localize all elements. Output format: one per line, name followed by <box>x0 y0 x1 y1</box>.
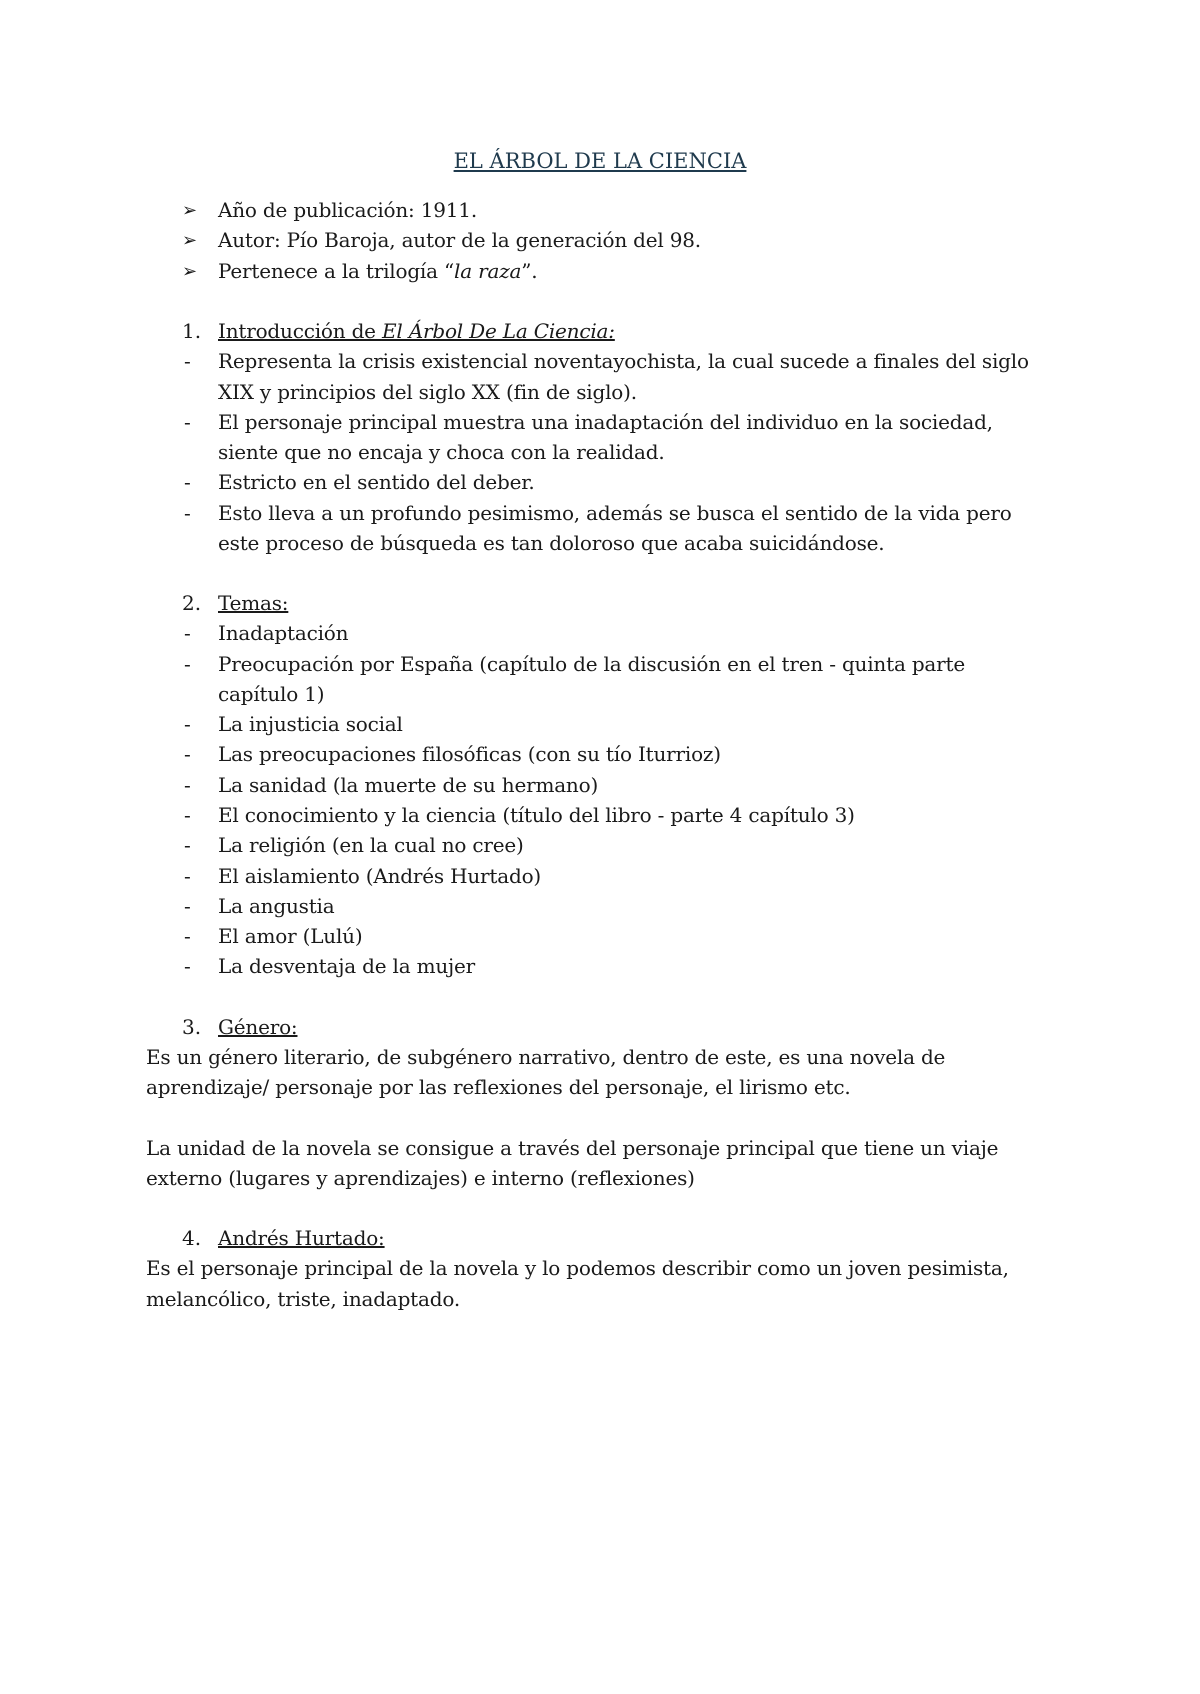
section-number: 4. <box>182 1226 202 1250</box>
dash-bullet: - <box>184 410 191 434</box>
bullet-author: Autor: Pío Baroja, autor de la generación del 98. <box>218 228 701 252</box>
list-item: este proceso de búsqueda es tan doloroso que acaba suicidándose. <box>218 531 885 555</box>
section-heading-temas: Temas: <box>218 591 289 615</box>
list-item: Inadaptación <box>218 621 349 645</box>
bullet-year: Año de publicación: 1911. <box>218 198 477 222</box>
arrow-bullet-icon: ➢ <box>182 200 198 221</box>
dash-bullet: - <box>184 742 191 766</box>
bullet-trilogy: Pertenece a la trilogía “la raza”. <box>218 259 538 283</box>
paragraph-line: aprendizaje/ personaje por las reflexiones del personaje, el lirismo etc. <box>146 1075 851 1099</box>
dash-bullet: - <box>184 894 191 918</box>
dash-bullet: - <box>184 621 191 645</box>
dash-bullet: - <box>184 924 191 948</box>
list-item: Las preocupaciones filosóficas (con su tío Iturrioz) <box>218 742 721 766</box>
dash-bullet: - <box>184 803 191 827</box>
list-item: siente que no encaja y choca con la realidad. <box>218 440 665 464</box>
list-item: La injusticia social <box>218 712 403 736</box>
paragraph-line: Es el personaje principal de la novela y lo podemos describir como un joven pesimista, <box>146 1256 1009 1280</box>
section-number: 3. <box>182 1015 202 1039</box>
arrow-bullet-icon: ➢ <box>182 230 198 251</box>
paragraph-line: La unidad de la novela se consigue a través del personaje principal que tiene un viaje <box>146 1136 999 1160</box>
dash-bullet: - <box>184 773 191 797</box>
list-item: Representa la crisis existencial noventayochista, la cual sucede a finales del siglo <box>218 349 1029 373</box>
dash-bullet: - <box>184 833 191 857</box>
document-title: EL ÁRBOL DE LA CIENCIA <box>453 149 747 173</box>
list-item: XIX y principios del siglo XX (fin de siglo). <box>218 380 637 404</box>
dash-bullet: - <box>184 652 191 676</box>
list-item: El personaje principal muestra una inadaptación del individuo en la sociedad, <box>218 410 993 434</box>
section-number: 2. <box>182 591 202 615</box>
dash-bullet: - <box>184 349 191 373</box>
dash-bullet: - <box>184 954 191 978</box>
list-item: El aislamiento (Andrés Hurtado) <box>218 864 542 888</box>
list-item: Preocupación por España (capítulo de la discusión en el tren - quinta parte <box>218 652 965 676</box>
paragraph-line: Es un género literario, de subgénero narrativo, dentro de este, es una novela de <box>146 1045 946 1069</box>
list-item: La desventaja de la mujer <box>218 954 476 978</box>
paragraph-line: externo (lugares y aprendizajes) e interno (reflexiones) <box>146 1166 695 1190</box>
dash-bullet: - <box>184 501 191 525</box>
list-item: La religión (en la cual no cree) <box>218 833 524 857</box>
list-item: capítulo 1) <box>218 682 325 706</box>
dash-bullet: - <box>184 712 191 736</box>
arrow-bullet-icon: ➢ <box>182 261 198 282</box>
paragraph-line: melancólico, triste, inadaptado. <box>146 1287 460 1311</box>
section-number: 1. <box>182 319 202 343</box>
section-heading-andres-hurtado: Andrés Hurtado: <box>218 1226 385 1250</box>
section-heading-genero: Género: <box>218 1015 298 1039</box>
list-item: Estricto en el sentido del deber. <box>218 470 535 494</box>
list-item: La sanidad (la muerte de su hermano) <box>218 773 599 797</box>
list-item: La angustia <box>218 894 335 918</box>
dash-bullet: - <box>184 470 191 494</box>
list-item: Esto lleva a un profundo pesimismo, además se busca el sentido de la vida pero <box>218 501 1012 525</box>
dash-bullet: - <box>184 864 191 888</box>
list-item: El conocimiento y la ciencia (título del libro - parte 4 capítulo 3) <box>218 803 855 827</box>
section-heading-introduccion: Introducción de El Árbol De La Ciencia: <box>218 319 615 343</box>
list-item: El amor (Lulú) <box>218 924 363 948</box>
